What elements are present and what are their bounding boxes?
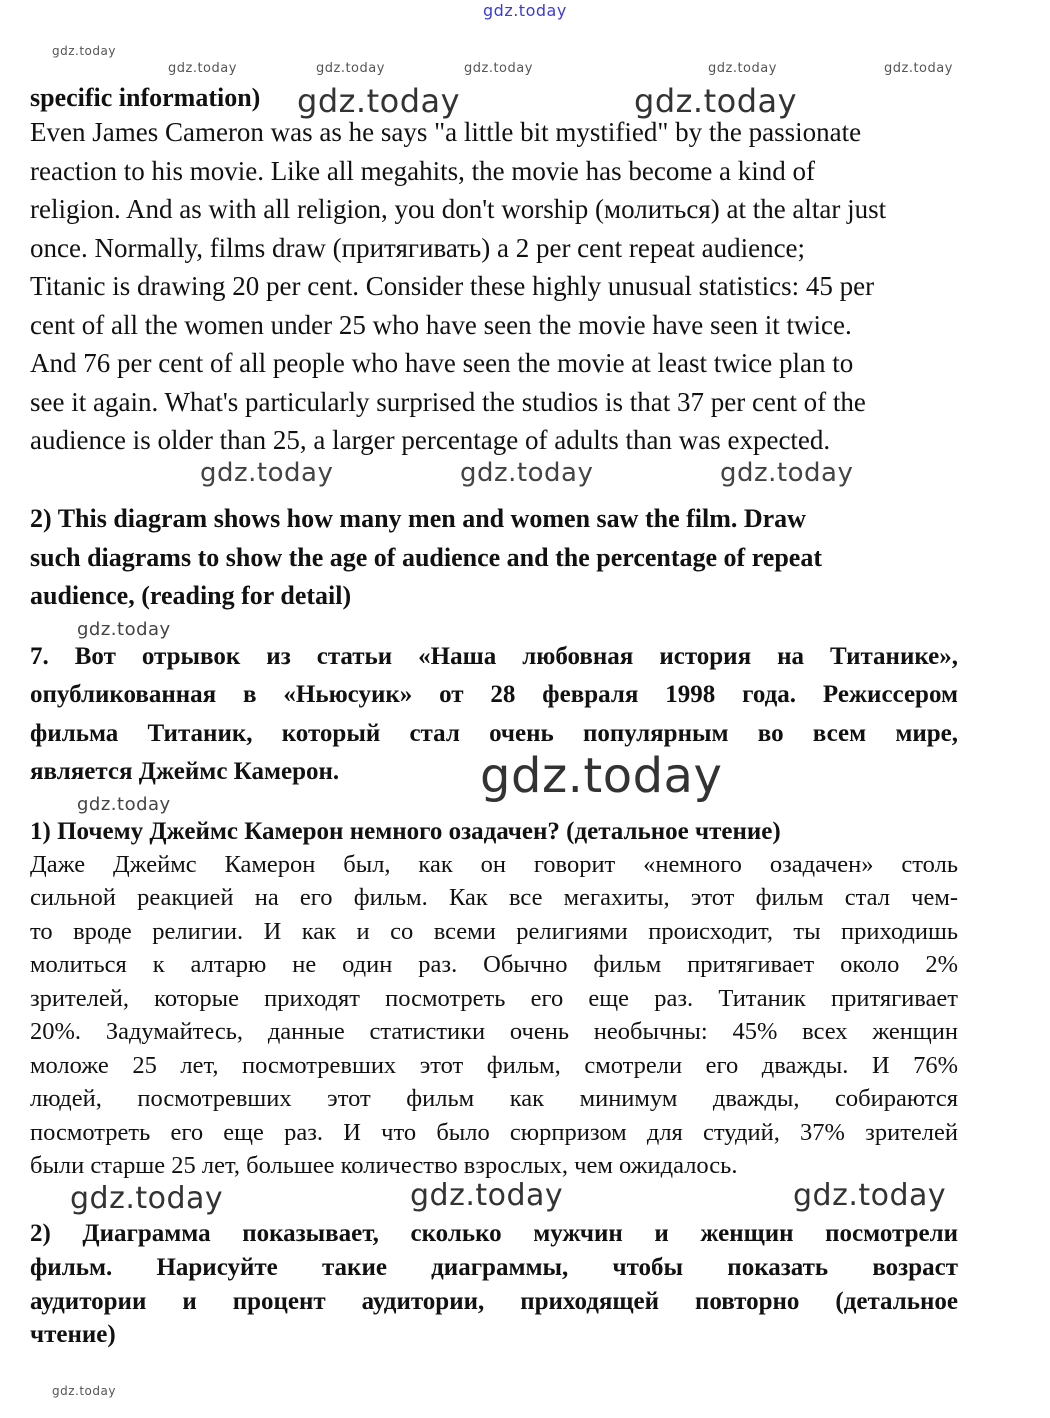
watermark: gdz.today	[52, 44, 116, 58]
watermark: gdz.today	[720, 458, 854, 488]
russian-task-7-line: опубликованная в «Ньюсуик» от 28 февраля 1998 года. Режиссером	[30, 681, 958, 708]
watermark: gdz.today	[200, 458, 334, 488]
watermark: gdz.today	[634, 82, 798, 120]
english-paragraph-line: cent of all the women under 25 who have seen the movie have seen it twice.	[30, 310, 852, 340]
russian-paragraph-line: моложе 25 лет, посмотревших этот фильм, смотрели его дважды. И 76%	[30, 1052, 958, 1079]
english-paragraph-line: religion. And as with all religion, you don't worship (молиться) at the altar just	[30, 194, 887, 224]
russian-paragraph-line: сильной реакцией на его фильм. Как все мегахиты, этот фильм стал чем-	[30, 884, 958, 911]
russian-paragraph-line: 20%. Задумайтесь, данные статистики очень необычны: 45% всех женщин	[30, 1018, 958, 1045]
english-paragraph-line: see it again. What's particularly surprised the studios is that 37 per cent of the	[30, 387, 866, 417]
watermark: gdz.today	[793, 1178, 947, 1213]
watermark: gdz.today	[77, 794, 171, 815]
russian-paragraph-line: зрителей, которые приходят посмотреть его еще раз. Титаник притягивает	[30, 985, 958, 1012]
russian-paragraph-line: молиться к алтарю не один раз. Обычно фильм притягивает около 2%	[30, 951, 958, 978]
watermark: gdz.today	[77, 619, 171, 640]
watermark: gdz.today	[168, 61, 237, 76]
watermark: gdz.today	[708, 61, 777, 76]
english-paragraph-line: And 76 per cent of all people who have seen the movie at least twice plan to	[30, 348, 854, 378]
english-paragraph-line: Titanic is drawing 20 per cent. Consider these highly unusual statistics: 45 per	[30, 271, 875, 301]
watermark: gdz.today	[70, 1181, 224, 1216]
watermark: gdz.today	[460, 458, 594, 488]
english-task-2-line: such diagrams to show the age of audience and the percentage of repeat	[30, 543, 822, 572]
russian-task-1: 1) Почему Джеймс Камерон немного озадачен? (детальное чтение)	[30, 818, 781, 845]
russian-task-2-line: чтение)	[30, 1321, 116, 1348]
english-paragraph-line: Even James Cameron was as he says "a little bit mystified" by the passionate	[30, 117, 862, 147]
russian-paragraph-line: то вроде религии. И как и со всеми религиями происходит, ты приходишь	[30, 918, 958, 945]
russian-task-2-line: фильм. Нарисуйте такие диаграммы, чтобы показать возраст	[30, 1254, 958, 1281]
russian-task-2-line: 2) Диаграмма показывает, сколько мужчин и женщин посмотрели	[30, 1220, 958, 1247]
watermark: gdz.today	[316, 61, 385, 76]
english-paragraph-line: once. Normally, films draw (притягивать) a 2 per cent repeat audience;	[30, 233, 806, 263]
russian-task-7-line: является Джеймс Камерон.	[30, 758, 340, 785]
watermark: gdz.today	[410, 1178, 564, 1213]
watermark: gdz.today	[884, 61, 953, 76]
russian-paragraph-line: людей, посмотревших этот фильм как минимум дважды, собираются	[30, 1085, 958, 1112]
english-paragraph-line: reaction to his movie. Like all megahits, the movie has become a kind of	[30, 156, 816, 186]
watermark: gdz.today	[464, 61, 533, 76]
russian-task-7-line: 7. Вот отрывок из статьи «Наша любовная история на Титанике»,	[30, 643, 958, 670]
section-heading-tail: specific information)	[30, 83, 261, 112]
watermark: gdz.today	[480, 748, 723, 804]
russian-paragraph-line: были старше 25 лет, большее количество взрослых, чем ожидалось.	[30, 1152, 738, 1179]
english-task-2-line: 2) This diagram shows how many men and women saw the film. Draw	[30, 504, 806, 533]
english-paragraph-line: audience is older than 25, a larger percentage of adults than was expected.	[30, 425, 831, 455]
russian-task-7-line: фильма Титаник, который стал очень популярным во всем мире,	[30, 720, 958, 747]
watermark: gdz.today	[483, 1, 567, 20]
watermark: gdz.today	[52, 1384, 116, 1398]
russian-paragraph-line: Даже Джеймс Камерон был, как он говорит «немного озадачен» столь	[30, 851, 958, 878]
russian-paragraph-line: посмотреть его еще раз. И что было сюрпризом для студий, 37% зрителей	[30, 1119, 958, 1146]
russian-task-2-line: аудитории и процент аудитории, приходящей повторно (детальное	[30, 1288, 958, 1315]
watermark: gdz.today	[297, 82, 461, 120]
english-task-2-line: audience, (reading for detail)	[30, 581, 352, 610]
